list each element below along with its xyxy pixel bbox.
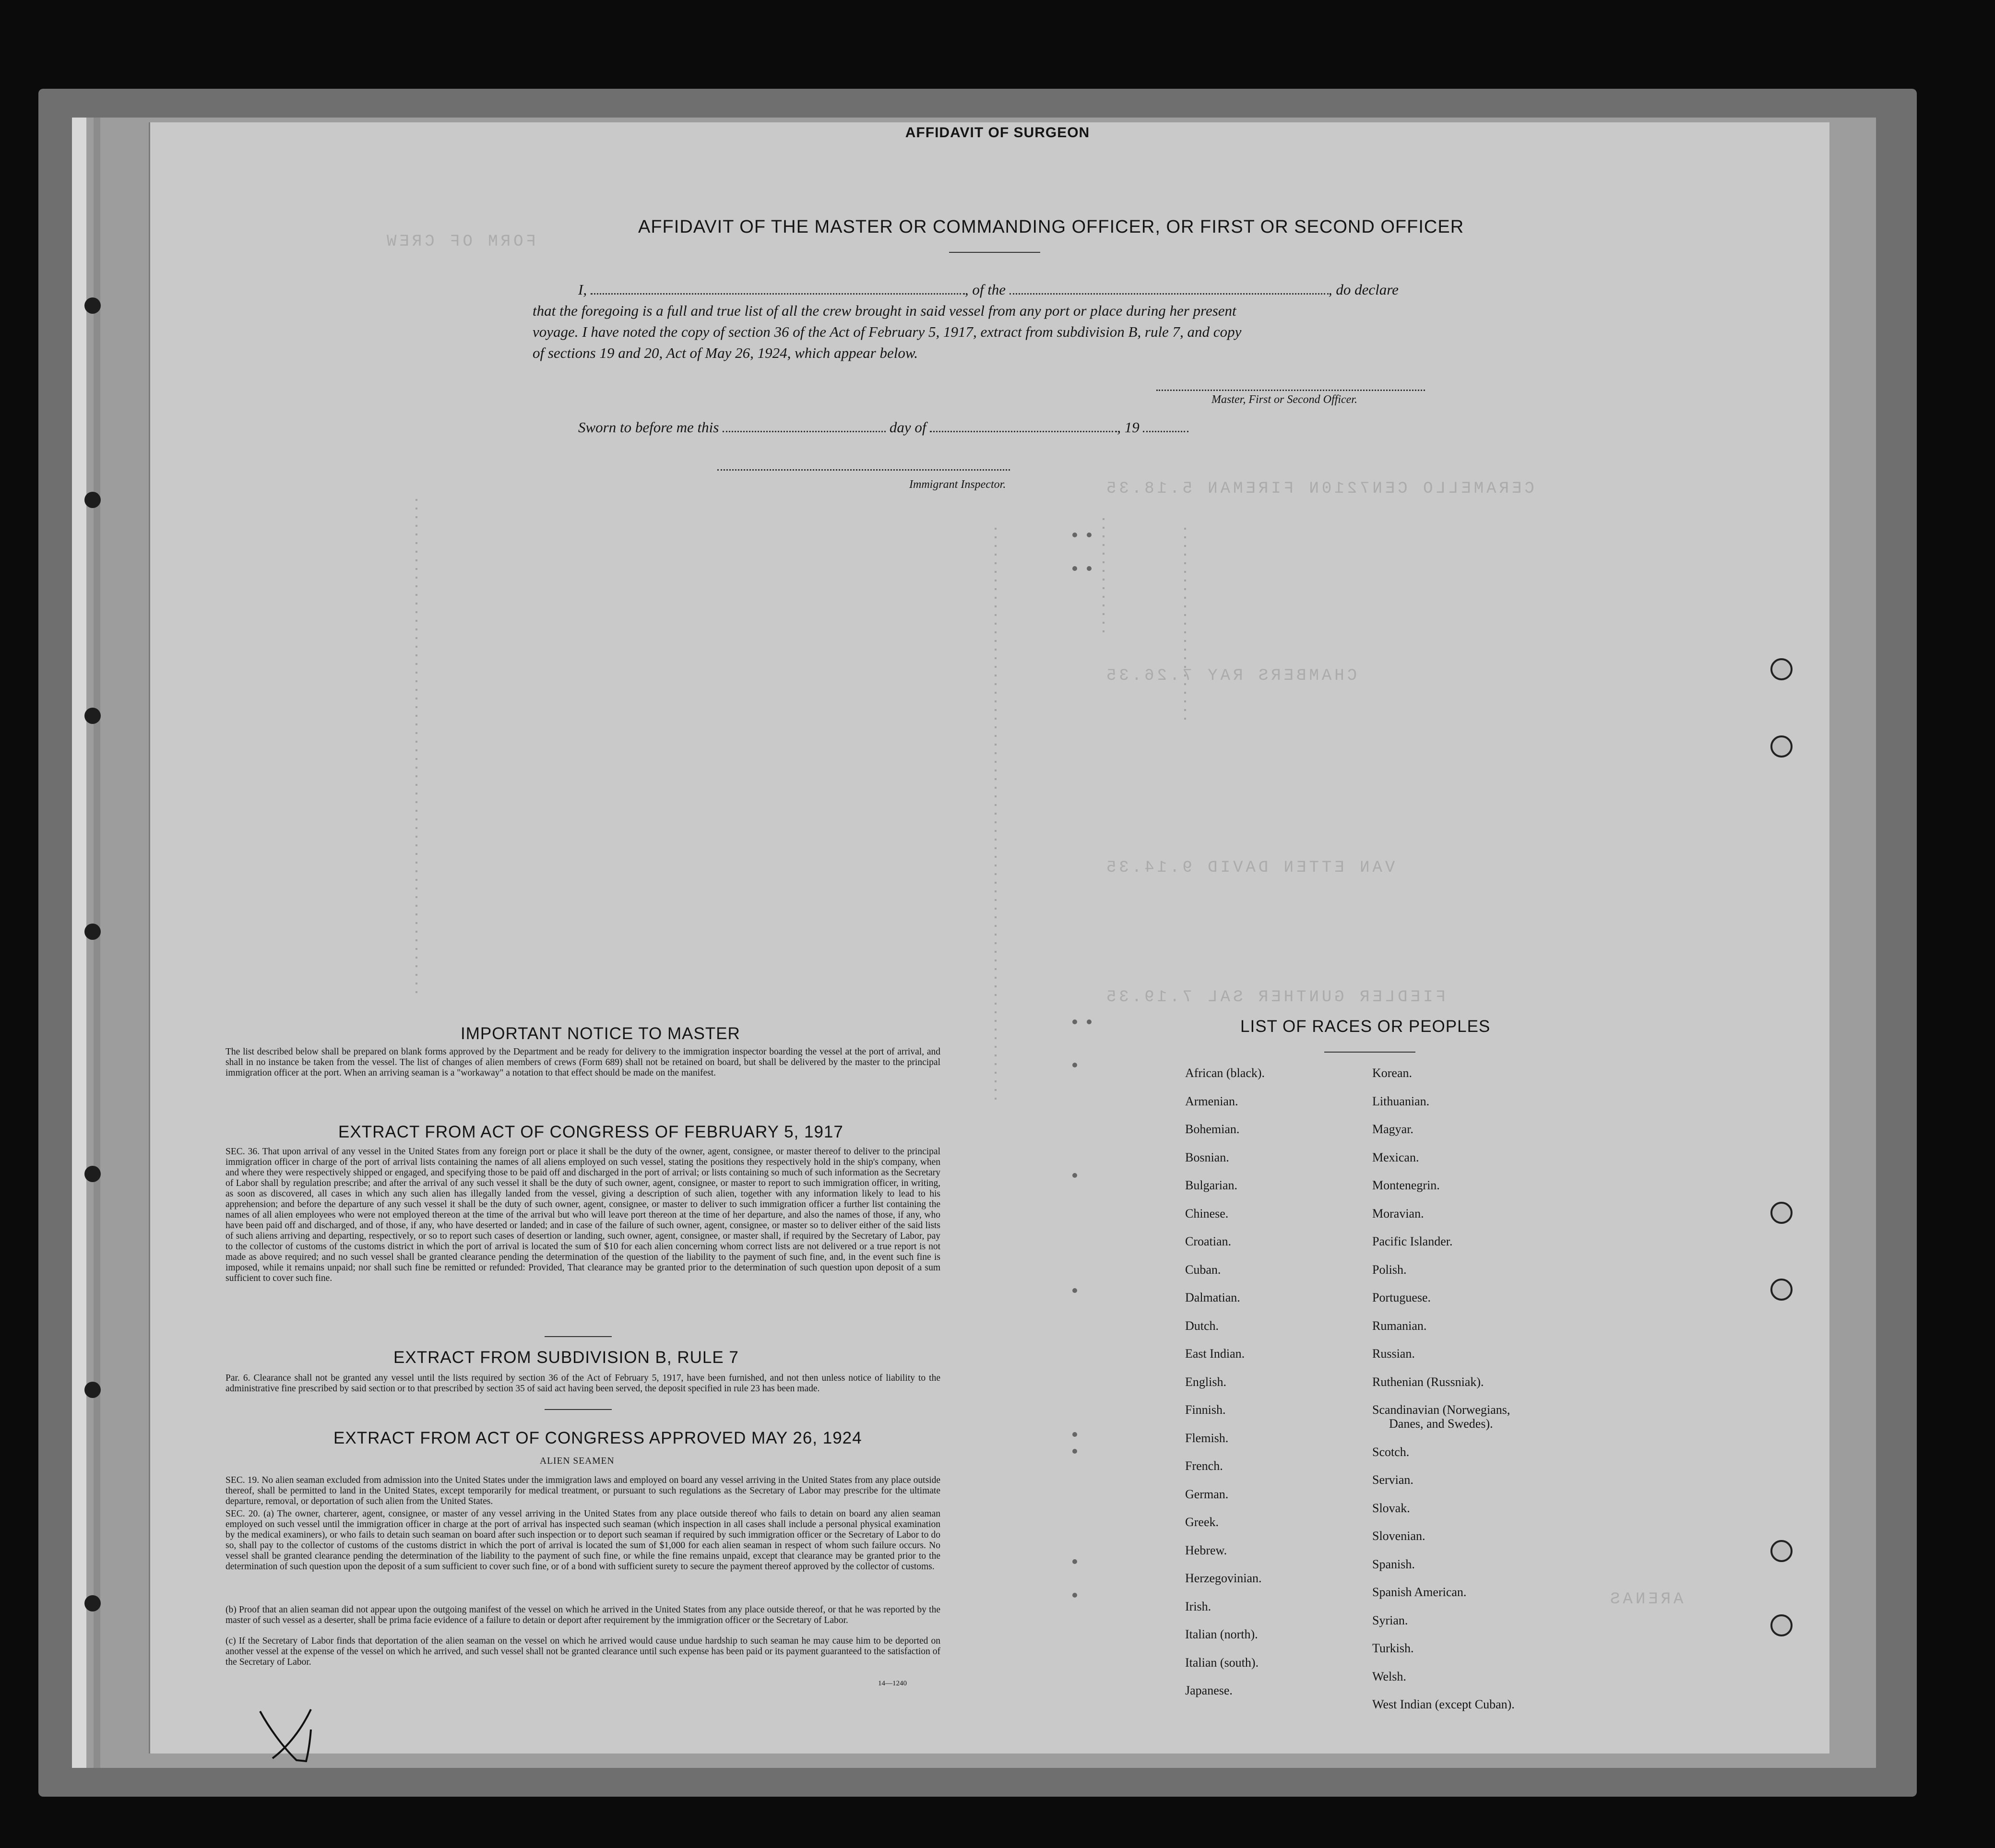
race-item: Magyar. <box>1372 1122 1413 1136</box>
race-item: Turkish. <box>1372 1641 1414 1656</box>
extract-1917-title: EXTRACT FROM ACT OF CONGRESS OF FEBRUARY 5, 1917 <box>338 1123 843 1141</box>
sworn-day-field[interactable] <box>723 420 886 432</box>
race-item: Japanese. <box>1185 1683 1233 1697</box>
race-item: Dutch. <box>1185 1318 1219 1333</box>
race-item: Russian. <box>1372 1347 1415 1361</box>
signature-line[interactable] <box>1156 390 1425 392</box>
race-item: Spanish American. <box>1372 1585 1467 1599</box>
race-item: Slovenian. <box>1372 1529 1425 1543</box>
race-item: Polish. <box>1372 1262 1407 1277</box>
race-item: Irish. <box>1185 1599 1211 1613</box>
section-rule <box>545 1409 612 1410</box>
sworn-year-label: , 19 <box>1117 419 1140 436</box>
bleed-through-text: CERAMELLO CEN7210N FIREMAN 5.18.35 <box>1104 480 1534 498</box>
bleed-through-heading: FORM OF CREW <box>384 233 536 251</box>
extract-1924-sec19: SEC. 19. No alien seaman excluded from admission into the United States under the immigration laws and employed on board any vessel arriving in the United States from any place outside thereof, shall be permitted to land in the United States, except temporarily for medical treatment, or pursuant to such regulations as the Secretary of Labor may prescribe for the ultimate departure, removal, or deportation of such alien from the United States. <box>226 1475 940 1506</box>
race-item: Scotch. <box>1372 1445 1410 1459</box>
extract-1924-sec20b: (b) Proof that an alien seaman did not appear upon the outgoing manifest of the vessel on which he arrived in the United States from any place outside thereof, or that he was reported by the master of such vessel as a deserter, shall be prima facie evidence of a failure to detain or deport after requirement by the immigration officer or the Secretary of Labor. <box>226 1605 940 1625</box>
declare-label: , do declare <box>1328 281 1399 298</box>
race-item: Bulgarian. <box>1185 1178 1238 1192</box>
race-item: Spanish. <box>1372 1557 1415 1571</box>
affidavit-title: AFFIDAVIT OF THE MASTER OR COMMANDING OFFICER, OR FIRST OR SECOND OFFICER <box>638 217 1464 237</box>
extract-1924-title: EXTRACT FROM ACT OF CONGRESS APPROVED MAY 26, 1924 <box>333 1429 862 1447</box>
races-rule <box>1324 1052 1415 1053</box>
race-item: German. <box>1185 1487 1229 1501</box>
race-item: Ruthenian (Russniak). <box>1372 1374 1484 1389</box>
bleed-through-text: VAN ETTEN DAVID 9.14.35 <box>1104 859 1395 877</box>
race-item: Bohemian. <box>1185 1122 1240 1136</box>
affidavit-line-3: voyage. I have noted the copy of section 36 of the Act of February 5, 1917, extract from subdivision B, rule 7, and copy <box>533 323 1242 340</box>
extract-1924-sec20c: (c) If the Secretary of Labor finds that deportation of the alien seaman on the vessel on which he arrived would cause undue hardship to such seaman he may cause him to be deported on another vessel at the expense of the vessel on which he arrived, and such vessel shall not be granted clearance until such expense has been paid or its payment guaranteed to the satisfaction of the Secretary of Labor. <box>226 1636 940 1667</box>
race-item: Korean. <box>1372 1066 1413 1080</box>
race-item: Flemish. <box>1185 1431 1229 1445</box>
race-item: Servian. <box>1372 1473 1413 1487</box>
inspector-label: Immigrant Inspector. <box>909 478 1006 491</box>
affidavit-line-2: that the foregoing is a full and true list of all the crew brought in said vessel from any port or place during her present <box>533 302 1236 319</box>
race-item: Syrian. <box>1372 1613 1408 1627</box>
form-number: 14—1240 <box>878 1680 907 1687</box>
bleed-through-text: FIEDLER GUNTHER SAL 7.19.35 <box>1104 988 1446 1007</box>
race-item: Italian (north). <box>1185 1627 1258 1641</box>
name-field[interactable] <box>591 283 965 295</box>
race-item: Pacific Islander. <box>1372 1234 1453 1248</box>
race-item: Hebrew. <box>1185 1543 1227 1557</box>
race-item: Finnish. <box>1185 1403 1226 1417</box>
race-item: Armenian. <box>1185 1094 1238 1108</box>
sworn-line <box>578 419 1188 436</box>
race-item: East Indian. <box>1185 1347 1245 1361</box>
notice-text: The list described below shall be prepared on blank forms approved by the Department and be ready for delivery to the immigration inspector boarding the vessel at the port of arrival, and shall in no instance be taken from the vessel. The list of changes of alien members of crews (Form 689) shall not be retained on board, but shall be delivered by the master to the principal immigration officer at the port. When an arriving seaman is a "workaway" a notation to that effect should be made on the manifest. <box>226 1047 940 1078</box>
bleed-through-text: ARENAS <box>1607 1590 1684 1609</box>
rule-7-title: EXTRACT FROM SUBDIVISION B, RULE 7 <box>393 1348 739 1367</box>
race-item: Danes, and Swedes). <box>1389 1417 1493 1431</box>
alien-seamen-subtitle: ALIEN SEAMEN <box>540 1456 615 1466</box>
notice-title: IMPORTANT NOTICE TO MASTER <box>461 1024 740 1043</box>
race-item: Scandinavian (Norwegians, <box>1372 1403 1510 1417</box>
races-title: LIST OF RACES OR PEOPLES <box>1240 1017 1491 1036</box>
race-item: West Indian (except Cuban). <box>1372 1697 1515 1712</box>
race-item: Mexican. <box>1372 1150 1419 1164</box>
affidavit-line-1 <box>578 281 1399 298</box>
declarant-prefix: I, <box>578 281 587 298</box>
section-rule <box>545 1336 612 1337</box>
race-item: Bosnian. <box>1185 1150 1229 1164</box>
sworn-day-label: day of <box>889 419 926 436</box>
sworn-month-field[interactable] <box>930 420 1117 432</box>
vessel-field[interactable] <box>1009 283 1329 295</box>
page-header: AFFIDAVIT OF SURGEON <box>905 125 1090 141</box>
race-item: Welsh. <box>1372 1669 1406 1683</box>
affidavit-line-4: of sections 19 and 20, Act of May 26, 1924, which appear below. <box>533 344 918 361</box>
race-item: Chinese. <box>1185 1206 1229 1220</box>
race-item: Dalmatian. <box>1185 1291 1240 1304</box>
of-the-label: , of the <box>964 281 1006 298</box>
sworn-year-field[interactable] <box>1143 420 1188 432</box>
race-item: Croatian. <box>1185 1234 1232 1248</box>
handwritten-x-mark <box>254 1701 326 1768</box>
signature-label: Master, First or Second Officer. <box>1211 393 1357 406</box>
race-item: Cuban. <box>1185 1262 1221 1277</box>
race-item: Rumanian. <box>1372 1318 1427 1333</box>
race-item: Slovak. <box>1372 1501 1410 1515</box>
extract-1924-sec20a: SEC. 20. (a) The owner, charterer, agent, consignee, or master of any vessel arriving in the United States from any place outside thereof who fails to detain on board any alien seaman employed on such vessel until the immigration officer in charge at the port of arrival has inspected such seaman (which inspection in all cases shall include a personal physical examination by the medical examiners), or who fails to detain such seaman on board after such inspection or to deport such seaman if required by such immigration officer or the Secretary of Labor to do so, shall pay to the collector of customs of the customs district in which the port of arrival is located the sum of $1,000 for each alien seaman in respect of whom such failure occurs. No vessel shall be granted clearance pending the determination of the liability to the payment of such fine, or while the fine remains unpaid, except that clearance may be granted prior to the determination of such question upon the deposit of a sum sufficient to cover such fine, or of a bond with sufficient surety to secure the payment thereof approved by the collector of customs. <box>226 1509 940 1572</box>
race-item: Italian (south). <box>1185 1655 1259 1670</box>
extract-1917-text: SEC. 36. That upon arrival of any vessel in the United States from any foreign port or place it shall be the duty of the owner, agent, consignee, or master thereof to deliver to the principal immigration officer in charge of the port of arrival lists containing the names of all aliens employed on such vessel, stating the positions they respectively hold in the ship's company, when and where they were respectively shipped or engaged, and specifying those to be paid off and discharged in the port of arrival; or lists containing so much of such information as the Secretary of Labor shall by regulation prescribe; and after the arrival of any such vessel it shall be the duty of such owner, agent, consignee, or master to report to such immigration officer, in writing, as soon as discovered, all cases in which any such alien has illegally landed from the vessel, giving a description of such alien, together with any information likely to lead to his apprehension; and before the departure of any such vessel it shall be the duty of such owner, agent, consignee, or master to deliver to such immigration officer a further list containing the names of all alien employees who were not employed thereon at the time of the arrival but who will leave port thereon at the time of her departure, and also the names of those, if any, who have been paid off and discharged, and of those, if any, who have deserted or landed; and in case of the failure of such owner, agent, consignee, or master so to deliver either of the said lists of such aliens arriving and departing, respectively, or so to report such cases of desertion or landing, such owner, agent, consignee, or master shall, if required by the Secretary of Labor, pay to the collector of customs of the customs district in which the port of arrival is located the sum of $10 for each alien concerning whom correct lists are not delivered or a true report is not made as above required; and no such vessel shall be granted clearance pending the determination of the question of the liability to the payment of such fine, and, in the event such fine is imposed, while it remains unpaid; nor shall such fine be remitted or refunded: Provided, That clearance may be granted prior to the determination of such question upon deposit of a sum sufficient to cover such fine. <box>226 1147 940 1283</box>
rule-7-text: Par. 6. Clearance shall not be granted any vessel until the lists required by section 36 of the Act of February 5, 1917, have been furnished, and not then unless notice of liability to the administrative fine prescribed by said section or to that prescribed by section 35 of said act having been served, the deposit specified in rule 23 has been made. <box>226 1373 940 1394</box>
race-item: English. <box>1185 1374 1226 1389</box>
sworn-prefix: Sworn to before me this <box>578 419 719 436</box>
race-item: Lithuanian. <box>1372 1094 1430 1108</box>
race-item: Moravian. <box>1372 1206 1424 1220</box>
race-item: Portuguese. <box>1372 1291 1431 1304</box>
bleed-through-text: CHAMBERS RAY 7.26.35 <box>1104 667 1357 685</box>
race-item: Montenegrin. <box>1372 1178 1440 1192</box>
race-item: French. <box>1185 1459 1223 1473</box>
inspector-signature-line[interactable] <box>717 469 1010 472</box>
race-item: Herzegovinian. <box>1185 1571 1262 1585</box>
race-item: African (black). <box>1185 1066 1265 1080</box>
race-item: Greek. <box>1185 1515 1219 1529</box>
title-rule <box>949 252 1040 253</box>
